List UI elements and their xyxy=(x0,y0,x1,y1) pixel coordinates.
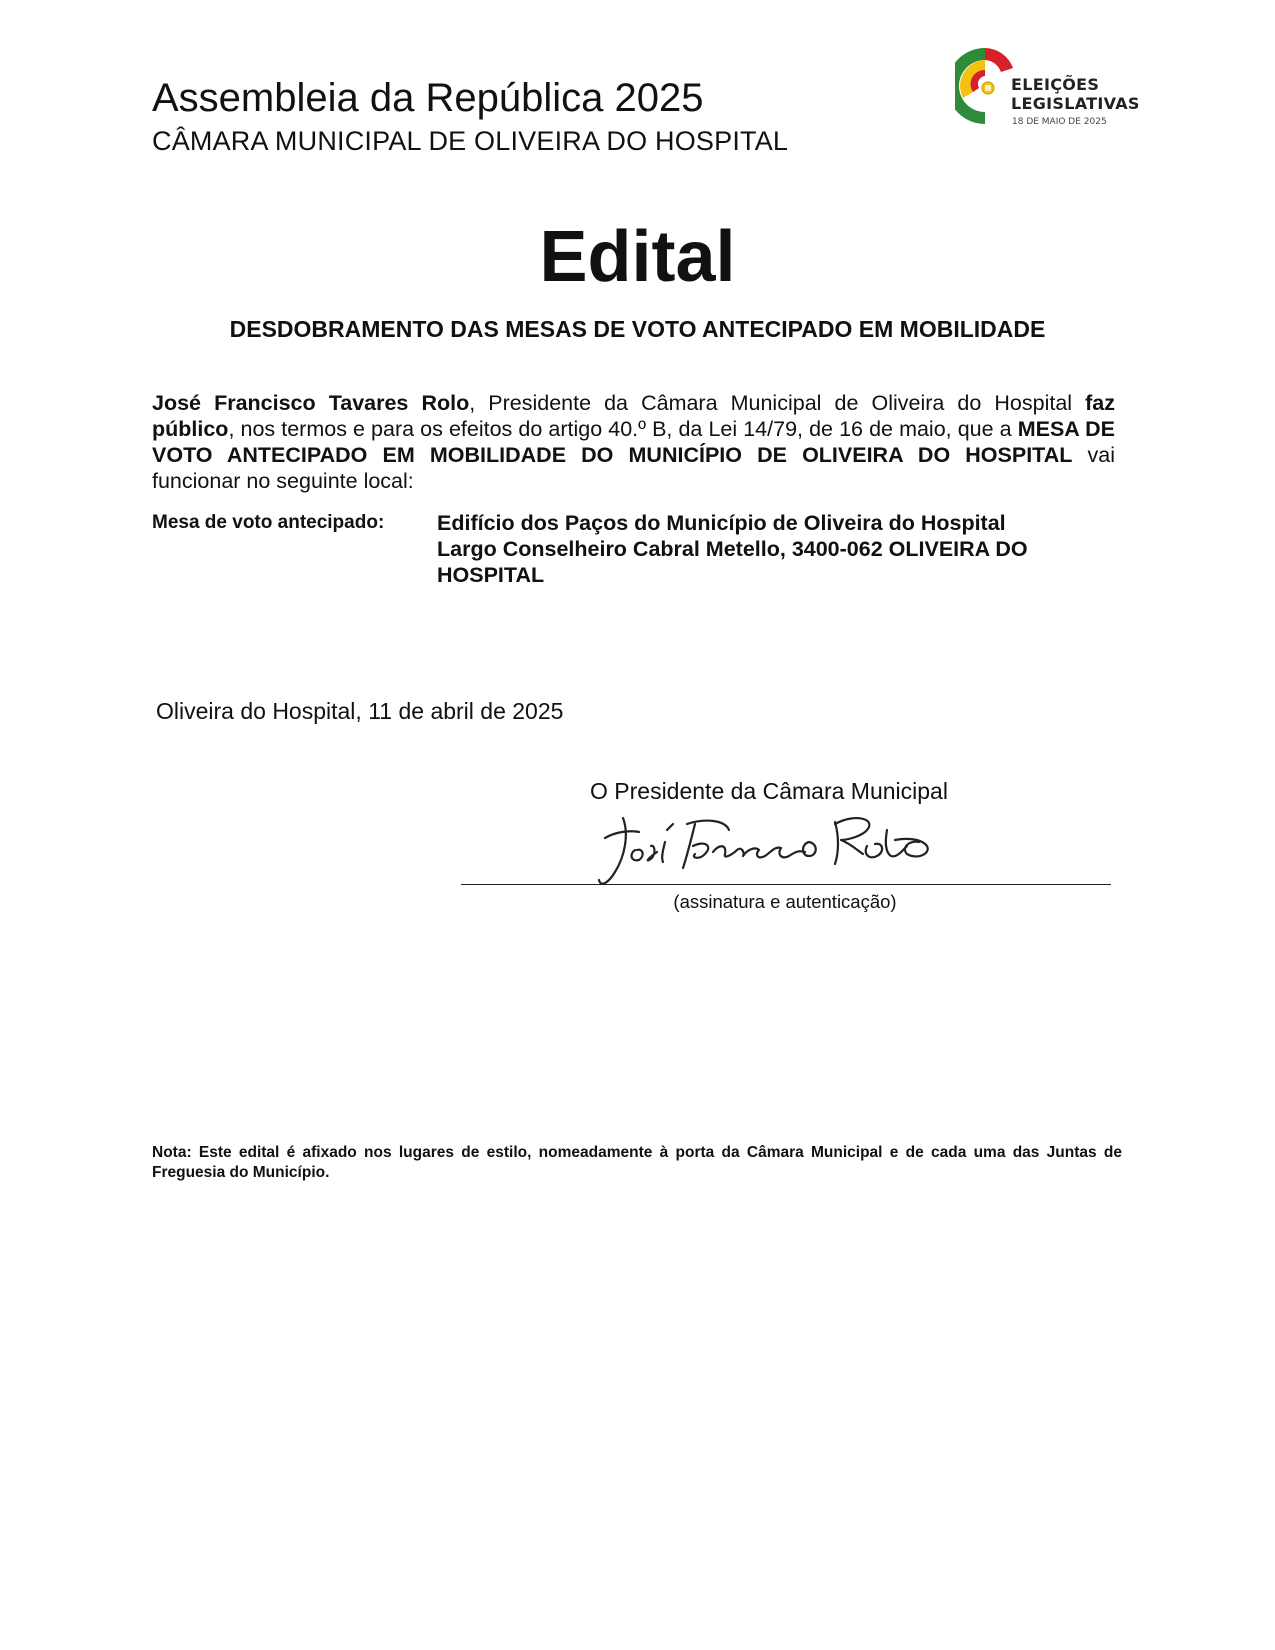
elections-logo-icon xyxy=(955,46,1015,132)
location-address xyxy=(437,510,1117,588)
paragraph-text-3: vai funcionar no seguinte local: xyxy=(152,443,1115,493)
location-label: Mesa de voto antecipado: xyxy=(152,512,385,533)
signature-caption: (assinatura e autenticação) xyxy=(673,891,897,912)
header-title: Assembleia da República 2025 xyxy=(152,76,704,120)
logo-date: 18 DE MAIO DE 2025 xyxy=(1012,117,1107,127)
paragraph-bold-1: faz público xyxy=(152,391,1115,441)
logo-line2: LEGISLATIVAS xyxy=(1011,94,1140,113)
signatory-title: O Presidente da Câmara Municipal xyxy=(590,778,948,804)
header-subtitle: CÂMARA MUNICIPAL DE OLIVEIRA DO HOSPITAL xyxy=(152,126,789,156)
handwritten-signature xyxy=(595,810,965,900)
paragraph-text-2: , nos termos e para os efeitos do artigo 40.º B, da Lei 14/79, de 16 de maio, que a xyxy=(228,417,1018,441)
document-title: Edital xyxy=(539,217,736,297)
elections-logo xyxy=(955,46,1140,132)
signature-line xyxy=(461,884,1111,885)
place-date: Oliveira do Hospital, 11 de abril de 2025 xyxy=(156,698,564,724)
paragraph-bold-2: MESA DE VOTO ANTECIPADO EM MOBILIDADE DO MUNICÍPIO DE OLIVEIRA DO HOSPITAL xyxy=(152,417,1115,467)
location-line-2: Largo Conselheiro Cabral Metello, 3400-062 OLIVEIRA DO HOSPITAL xyxy=(437,537,1028,587)
president-name: José Francisco Tavares Rolo xyxy=(152,391,470,415)
paragraph-text-1: , Presidente da Câmara Municipal de Oliveira do Hospital xyxy=(469,391,1086,415)
document-subtitle: DESDOBRAMENTO DAS MESAS DE VOTO ANTECIPADO EM MOBILIDADE xyxy=(229,316,1046,342)
logo-line1: ELEIÇÕES xyxy=(1011,75,1100,94)
announcement-paragraph xyxy=(152,390,1115,494)
footer-note: Nota: Este edital é afixado nos lugares de estilo, nomeadamente à porta da Câmara Municipal e de cada uma das Juntas de Freguesia do Município. xyxy=(152,1144,1122,1181)
location-line-1: Edifício dos Paços do Município de Oliveira do Hospital xyxy=(437,511,1006,535)
